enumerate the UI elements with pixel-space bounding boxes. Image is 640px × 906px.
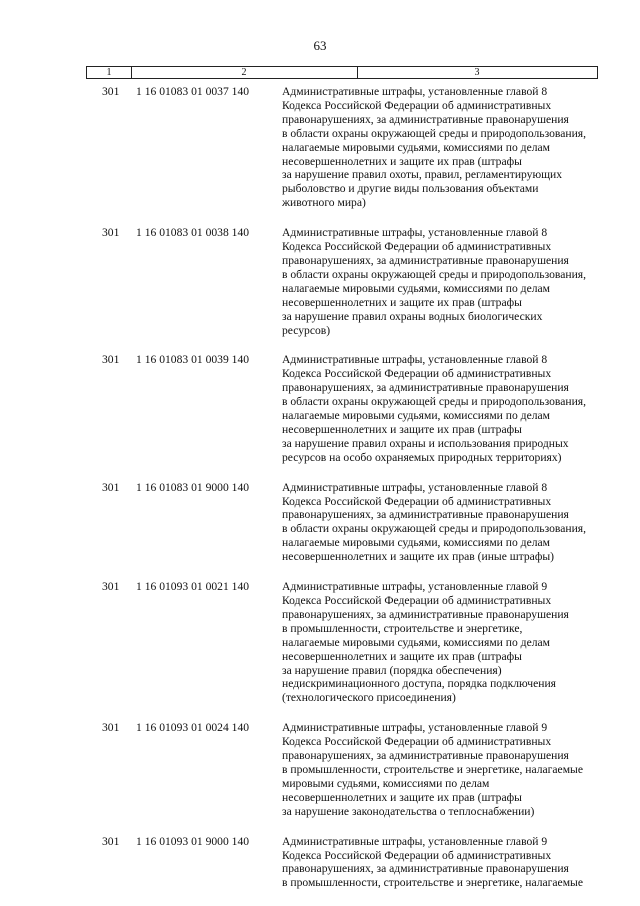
- description-line: правонарушениях, за административные правонарушения: [282, 112, 569, 126]
- description-line: за нарушение правил (порядка обеспечения): [282, 663, 502, 677]
- description-line: за нарушение законодательства о теплоснабжении): [282, 804, 535, 818]
- table-body: [0, 85, 640, 906]
- description-line: правонарушениях, за административные правонарушения: [282, 508, 569, 522]
- description-line: Административные штрафы, установленные главой 9: [282, 580, 548, 594]
- table-row: [0, 353, 640, 464]
- description-line: в промышленности, строительстве и энергетике, налагаемые: [282, 876, 583, 890]
- description-cell: [282, 85, 600, 210]
- budget-code-cell: 1 16 01093 01 0021 140: [136, 580, 250, 594]
- admin-code-cell: 301: [102, 226, 120, 240]
- description-line: (технологического присоединения): [282, 691, 456, 705]
- description-line: за нарушение правил охраны и использования природных: [282, 436, 569, 450]
- description-cell: [282, 580, 600, 705]
- table-header-col-3: 3: [474, 67, 480, 78]
- admin-code-cell: 301: [102, 834, 120, 848]
- description-line: Административные штрафы, установленные главой 8: [282, 85, 548, 98]
- description-line: Кодекса Российской Федерации об административных: [282, 848, 552, 862]
- description-line: правонарушениях, за административные правонарушения: [282, 607, 569, 621]
- description-line: недискриминационного доступа, порядка подключения: [282, 677, 556, 691]
- table-header-col-1: 1: [87, 67, 132, 78]
- description-line: несовершеннолетних и защите их прав (штрафы: [282, 154, 522, 168]
- description-line: в области охраны окружающей среды и природопользования,: [282, 126, 587, 140]
- description-cell: [282, 721, 600, 818]
- description-cell: [282, 481, 600, 564]
- description-line: за нарушение правил охраны водных биологических: [282, 309, 543, 323]
- table-row: [0, 226, 640, 337]
- description-cell: [282, 226, 600, 337]
- description-line: в области охраны окружающей среды и природопользования,: [282, 395, 587, 409]
- table-row: [0, 835, 640, 891]
- table-header-row: [86, 66, 598, 79]
- description-line: Административные штрафы, установленные главой 8: [282, 226, 548, 240]
- description-line: в промышленности, строительстве и энергетике,: [282, 621, 523, 635]
- description-line: несовершеннолетних и защите их прав (штрафы: [282, 295, 522, 309]
- description-line: в области охраны окружающей среды и природопользования,: [282, 267, 587, 281]
- description-line: налагаемые мировыми судьями, комиссиями по делам: [282, 281, 550, 295]
- description-line: правонарушениях, за административные правонарушения: [282, 381, 569, 395]
- description-line: Кодекса Российской Федерации об административных: [282, 240, 552, 254]
- budget-code-cell: 1 16 01083 01 0038 140: [136, 226, 250, 240]
- description-line: Административные штрафы, установленные главой 8: [282, 353, 548, 367]
- budget-code-cell: 1 16 01093 01 9000 140: [136, 834, 250, 848]
- description-line: налагаемые мировыми судьями, комиссиями по делам: [282, 409, 550, 423]
- description-line: Административные штрафы, установленные главой 9: [282, 834, 548, 848]
- description-line: в промышленности, строительстве и энергетике, налагаемые: [282, 762, 583, 776]
- budget-code-cell: 1 16 01093 01 0024 140: [136, 721, 250, 735]
- description-line: Кодекса Российской Федерации об административных: [282, 494, 552, 508]
- budget-code-cell: 1 16 01083 01 0037 140: [136, 85, 250, 98]
- description-line: животного мира): [282, 196, 366, 210]
- description-line: Кодекса Российской Федерации об административных: [282, 735, 552, 749]
- description-line: ресурсов на особо охраняемых природных территориях): [282, 450, 562, 464]
- description-cell: [282, 835, 600, 891]
- description-line: налагаемые мировыми судьями, комиссиями по делам: [282, 140, 550, 154]
- budget-code-cell: 1 16 01083 01 9000 140: [136, 480, 250, 494]
- page-number: 63: [313, 38, 327, 53]
- description-line: налагаемые мировыми судьями, комиссиями по делам: [282, 635, 550, 649]
- description-line: несовершеннолетних и защите их прав (иные штрафы): [282, 550, 554, 564]
- description-line: ресурсов): [282, 323, 331, 337]
- description-line: Административные штрафы, установленные главой 9: [282, 721, 548, 735]
- admin-code-cell: 301: [102, 85, 120, 98]
- budget-code-cell: 1 16 01083 01 0039 140: [136, 353, 250, 367]
- table-row: [0, 580, 640, 705]
- description-cell: [282, 353, 600, 464]
- description-line: Кодекса Российской Федерации об административных: [282, 367, 552, 381]
- description-line: налагаемые мировыми судьями, комиссиями по делам: [282, 536, 550, 550]
- description-line: несовершеннолетних и защите их прав (штрафы: [282, 422, 522, 436]
- description-line: несовершеннолетних и защите их прав (штрафы: [282, 790, 522, 804]
- table-row: [0, 85, 640, 210]
- description-line: правонарушениях, за административные правонарушения: [282, 862, 569, 876]
- admin-code-cell: 301: [102, 580, 120, 594]
- description-line: несовершеннолетних и защите их прав (штрафы: [282, 649, 522, 663]
- description-line: правонарушениях, за административные правонарушения: [282, 749, 569, 763]
- table-row: [0, 481, 640, 564]
- description-line: рыболовство и другие виды пользования объектами: [282, 182, 539, 196]
- description-line: Административные штрафы, установленные главой 8: [282, 480, 548, 494]
- description-line: за нарушение правил охоты, правил, регламентирующих: [282, 168, 563, 182]
- description-line: мировыми судьями, комиссиями по делам: [282, 776, 490, 790]
- table-row: [0, 721, 640, 818]
- description-line: Кодекса Российской Федерации об административных: [282, 594, 552, 607]
- admin-code-cell: 301: [102, 480, 120, 494]
- description-line: правонарушениях, за административные правонарушения: [282, 253, 569, 267]
- table-header-col-2: 2: [131, 67, 358, 78]
- admin-code-cell: 301: [102, 721, 120, 735]
- admin-code-cell: 301: [102, 353, 120, 367]
- description-line: в области охраны окружающей среды и природопользования,: [282, 522, 587, 536]
- description-line: Кодекса Российской Федерации об административных: [282, 98, 552, 112]
